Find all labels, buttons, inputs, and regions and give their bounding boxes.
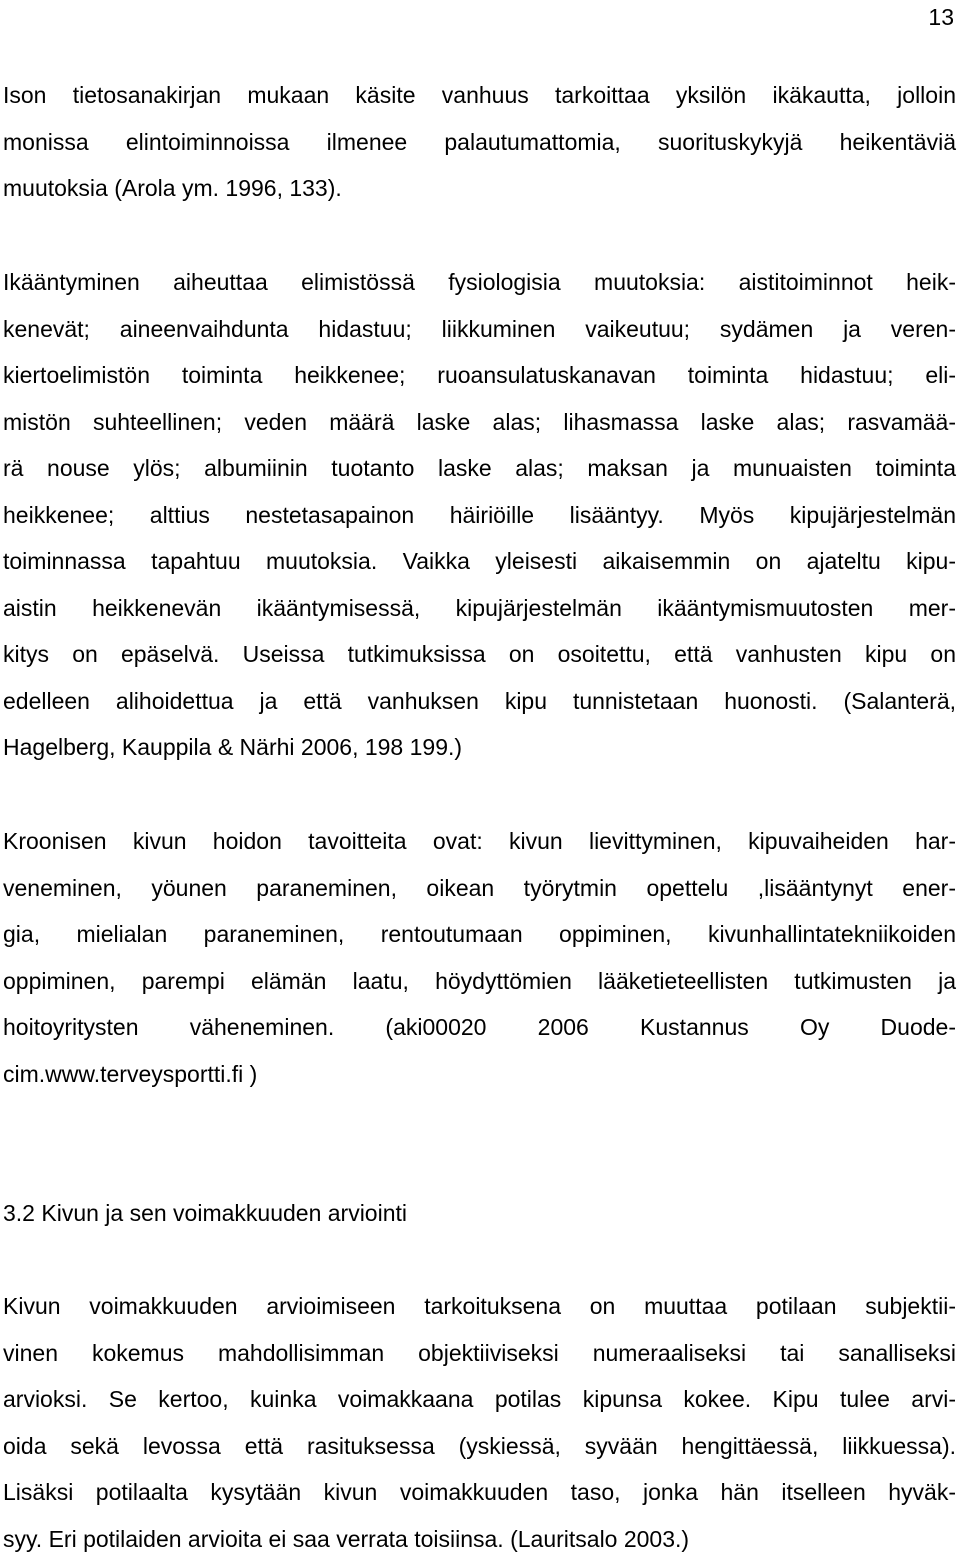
page-number: 13 — [928, 4, 954, 30]
section-heading: 3.2 Kivun ja sen voimakkuuden arviointi — [3, 1190, 407, 1237]
text-line: Ikääntyminen aiheuttaa elimistössä fysiologisia muutoksia: aistitoiminnot heik- — [3, 259, 956, 306]
text-line: rä nouse ylös; albumiinin tuotanto laske alas; maksan ja munuaisten toiminta — [3, 445, 956, 492]
text-line: veneminen, yöunen paraneminen, oikean työrytmin opettelu ,lisääntynyt ener- — [3, 865, 956, 912]
text-line: mistön suhteellinen; veden määrä laske alas; lihasmassa laske alas; rasvamää- — [3, 399, 956, 446]
paragraph-pain-assessment — [3, 1283, 956, 1562]
text-line: muutoksia (Arola ym. 1996, 133). — [3, 165, 956, 212]
paragraph-aging-definition — [3, 72, 956, 212]
text-line: Ison tietosanakirjan mukaan käsite vanhuus tarkoittaa yksilön ikäkautta, jolloin — [3, 72, 956, 119]
text-line: arvioksi. Se kertoo, kuinka voimakkaana potilas kipunsa kokee. Kipu tulee arvi- — [3, 1376, 956, 1423]
text-line: kenevät; aineenvaihdunta hidastuu; liikkuminen vaikeutuu; sydämen ja veren- — [3, 306, 956, 353]
text-line: Hagelberg, Kauppila & Närhi 2006, 198 199.) — [3, 724, 956, 771]
text-line: kitys on epäselvä. Useissa tutkimuksissa on osoitettu, että vanhusten kipu on — [3, 631, 956, 678]
text-line: Kroonisen kivun hoidon tavoitteita ovat: kivun lievittyminen, kipuvaiheiden har- — [3, 818, 956, 865]
text-line: cim.www.terveysportti.fi ) — [3, 1051, 956, 1098]
text-line: heikkenee; alttius nestetasapainon häiriöille lisääntyy. Myös kipujärjestelmän — [3, 492, 956, 539]
text-line: kiertoelimistön toiminta heikkenee; ruoansulatuskanavan toiminta hidastuu; eli- — [3, 352, 956, 399]
text-line: oida sekä levossa että rasituksessa (yskiessä, syvään hengittäessä, liikkuessa). — [3, 1423, 956, 1470]
text-line: monissa elintoiminnoissa ilmenee palautumattomia, suorituskykyjä heikentäviä — [3, 119, 956, 166]
paragraph-physiological-changes — [3, 259, 956, 771]
text-line: vinen kokemus mahdollisimman objektiiviseksi numeraaliseksi tai sanalliseksi — [3, 1330, 956, 1377]
text-line: hoitoyritysten väheneminen. (aki00020 2006 Kustannus Oy Duode- — [3, 1004, 956, 1051]
text-line: oppiminen, parempi elämän laatu, höydyttömien lääketieteellisten tutkimusten ja — [3, 958, 956, 1005]
text-line: Kivun voimakkuuden arvioimiseen tarkoituksena on muuttaa potilaan subjektii- — [3, 1283, 956, 1330]
text-line: aistin heikkenevän ikääntymisessä, kipujärjestelmän ikääntymismuutosten mer- — [3, 585, 956, 632]
paragraph-chronic-pain-goals — [3, 818, 956, 1097]
text-line: Lisäksi potilaalta kysytään kivun voimakkuuden taso, jonka hän itselleen hyväk- — [3, 1469, 956, 1516]
text-line: edelleen alihoidettua ja että vanhuksen kipu tunnistetaan huonosti. (Salanterä, — [3, 678, 956, 725]
text-line: syy. Eri potilaiden arvioita ei saa verrata toisiinsa. (Lauritsalo 2003.) — [3, 1516, 956, 1562]
text-line: toiminnassa tapahtuu muutoksia. Vaikka yleisesti aikaisemmin on ajateltu kipu- — [3, 538, 956, 585]
text-line: gia, mielialan paraneminen, rentoutumaan oppiminen, kivunhallintatekniikoiden — [3, 911, 956, 958]
